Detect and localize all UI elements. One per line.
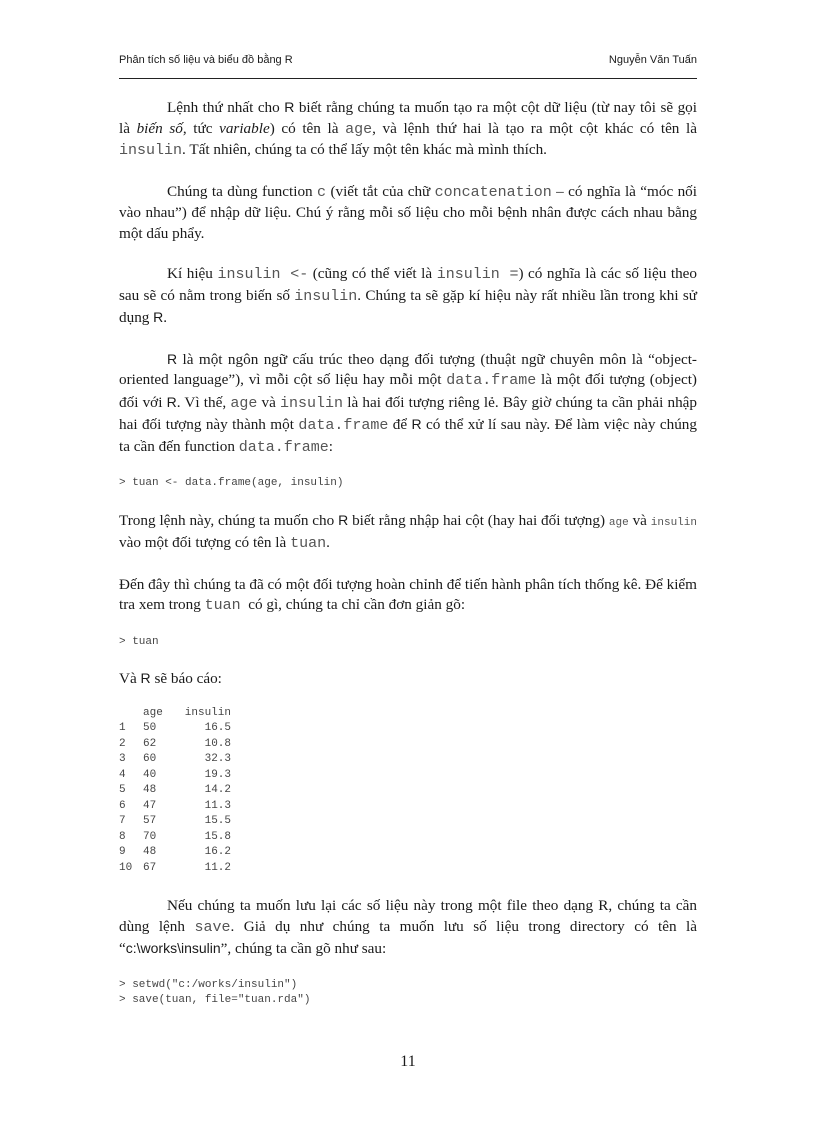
text: . bbox=[326, 534, 330, 551]
directory-path: c:\works\insulin bbox=[125, 940, 221, 956]
text: – có nghĩa là “móc nối vào nhau”) để nhập dữ liệu. Chú ý rằng mỗi số liệu cho mỗi bệnh nhân được cách nhau bằng một dấu phẩy. bbox=[119, 182, 697, 242]
inline-code: insulin = bbox=[436, 266, 519, 283]
column-header bbox=[119, 706, 143, 722]
table-cell: 60 bbox=[143, 753, 157, 765]
text: (cũng có thể viết là bbox=[308, 265, 437, 282]
table-cell: 3 bbox=[119, 753, 126, 765]
code-block-save: > setwd("c:/works/insulin") > save(tuan, file="tuan.rda") bbox=[119, 978, 311, 1006]
column-header: age bbox=[143, 706, 163, 719]
text: , và lệnh thứ hai là tạo ra một cột khác có tên là bbox=[372, 119, 697, 137]
table-row bbox=[119, 768, 231, 784]
paragraph-2 bbox=[119, 182, 697, 245]
inline-code: age bbox=[345, 120, 373, 138]
inline-code: insulin bbox=[119, 142, 183, 159]
text: . Chúng ta sẽ gặp kí hiệu này rất nhiều lần trong khi sử dụng bbox=[119, 286, 698, 326]
text: ) có nghĩa là các số liệu theo sau sẽ có nằm trong biến số bbox=[119, 265, 698, 304]
table-cell: 14.2 bbox=[204, 784, 231, 796]
text: Lệnh thứ nhất cho bbox=[167, 99, 285, 116]
text: Trong lệnh này, chúng ta muốn cho bbox=[119, 511, 339, 529]
paragraph-1 bbox=[119, 97, 697, 162]
inline-code: tuan bbox=[204, 597, 241, 614]
table-row bbox=[119, 799, 231, 815]
table-cell: 10.8 bbox=[204, 737, 231, 750]
table-body bbox=[119, 721, 231, 876]
table-cell: 5 bbox=[119, 784, 126, 796]
page-body bbox=[119, 97, 697, 1009]
text: . Tất nhiên, chúng ta có thể lấy một tên khác mà mình thích. bbox=[182, 141, 547, 158]
table-cell: 1 bbox=[119, 722, 126, 734]
table-cell: 19.3 bbox=[204, 768, 231, 781]
inline-code: concatenation bbox=[434, 183, 552, 201]
table-cell: 50 bbox=[143, 722, 157, 734]
inline-code: save bbox=[194, 918, 231, 936]
r-name: R bbox=[166, 393, 177, 410]
text: là hai đối tượng riêng lẻ. Bây giờ chúng ta cần phải nhập hai đối tượng này thành một bbox=[119, 393, 697, 433]
column-header: insulin bbox=[184, 706, 231, 719]
text: biết rằng chúng ta muốn tạo ra một cột dữ liệu (từ nay tôi sẽ gọi là bbox=[119, 99, 697, 137]
text: (viết tắt của chữ bbox=[326, 182, 435, 200]
table-row bbox=[119, 737, 231, 753]
r-name: R bbox=[284, 99, 295, 115]
paragraph-4 bbox=[119, 349, 697, 459]
code-block-tuan: > tuan bbox=[119, 635, 159, 648]
r-name: R bbox=[338, 511, 349, 528]
table-cell: 67 bbox=[143, 861, 157, 874]
r-name: R bbox=[167, 350, 178, 367]
inline-code: tuan bbox=[290, 535, 327, 552]
table-row bbox=[119, 830, 231, 846]
text: sẽ báo cáo: bbox=[150, 670, 222, 687]
table-cell: 16.2 bbox=[204, 846, 231, 858]
inline-code: insulin bbox=[280, 394, 344, 412]
inline-code: insulin <- bbox=[217, 266, 309, 283]
table-cell: 10 bbox=[119, 861, 133, 874]
text: . Vì thế, bbox=[176, 393, 231, 411]
text: là một ngôn ngữ cấu trúc theo dạng đối tượng (thuật ngữ chuyên môn là “object-oriented language”), vì mỗi cột số liệu hay mỗi một bbox=[119, 350, 697, 388]
text: . Giả dụ như chúng ta muốn lưu số liệu trong directory có tên là “ bbox=[119, 917, 697, 957]
inline-code: data.frame bbox=[298, 417, 389, 434]
text: biết rằng nhập hai cột (hay hai đối tượng) bbox=[348, 511, 609, 529]
table-header-row bbox=[119, 706, 231, 722]
text: có gì, chúng ta chỉ cần đơn giản gõ: bbox=[240, 596, 466, 613]
table-cell: 11.3 bbox=[204, 799, 231, 812]
text: Và bbox=[119, 670, 141, 687]
table-cell: 16.5 bbox=[204, 722, 231, 734]
paragraph-5 bbox=[119, 510, 697, 555]
paragraph-7 bbox=[119, 668, 697, 690]
page-header bbox=[119, 50, 697, 79]
r-name: R bbox=[153, 309, 164, 325]
text: và bbox=[628, 511, 651, 529]
table-cell: 57 bbox=[143, 815, 157, 827]
text: : bbox=[328, 437, 334, 455]
table-cell: 32.3 bbox=[204, 753, 231, 765]
table-cell: 48 bbox=[143, 784, 157, 796]
text: để bbox=[388, 416, 412, 433]
header-author: Nguyễn Văn Tuấn bbox=[608, 54, 697, 66]
emphasis: variable bbox=[219, 119, 270, 137]
text: có thể xử lí sau này. Để làm việc này chúng ta cần đến function bbox=[119, 416, 697, 455]
table-cell: 62 bbox=[143, 737, 157, 750]
table-cell: 70 bbox=[143, 830, 157, 843]
table-cell: 15.5 bbox=[204, 815, 231, 827]
r-name: R bbox=[140, 670, 151, 686]
table-cell: 4 bbox=[119, 768, 126, 781]
text: Kí hiệu bbox=[167, 265, 218, 282]
text: Nếu chúng ta muốn lưu lại các số liệu này trong một file theo dạng R, chúng ta cần dùng lệnh bbox=[119, 897, 697, 935]
header-title: Phân tích số liệu và biểu đồ bằng R bbox=[119, 54, 293, 66]
text: Đến đây thì chúng ta đã có một đối tượng hoàn chỉnh để tiến hành phân tích thống kê. Để kiểm tra xem trong bbox=[119, 575, 697, 613]
table-row bbox=[119, 861, 231, 877]
table-cell: 7 bbox=[119, 815, 126, 827]
inline-code: insulin bbox=[650, 516, 697, 529]
r-name: R bbox=[411, 416, 422, 432]
text: . bbox=[163, 309, 168, 326]
table-row bbox=[119, 721, 231, 737]
inline-code: data.frame bbox=[446, 372, 537, 389]
text: vào một đối tượng có tên là bbox=[119, 534, 291, 551]
table-cell: 48 bbox=[143, 846, 157, 858]
table-cell: 40 bbox=[143, 768, 157, 781]
table-cell: 2 bbox=[119, 737, 126, 750]
table-cell: 15.8 bbox=[204, 830, 231, 843]
emphasis: biến số bbox=[136, 119, 183, 137]
paragraph-6 bbox=[119, 575, 697, 617]
table-row bbox=[119, 783, 231, 799]
page-number: 11 bbox=[400, 1053, 416, 1070]
table-cell: 9 bbox=[119, 846, 126, 858]
table-row bbox=[119, 814, 231, 830]
inline-code: insulin bbox=[294, 287, 358, 305]
paragraph-3 bbox=[119, 264, 697, 329]
paragraph-8 bbox=[119, 896, 697, 960]
code-block-dataframe: > tuan <- data.frame(age, insulin) bbox=[119, 477, 344, 489]
table-cell: 47 bbox=[143, 799, 157, 812]
text: là một đối tượng (object) đối với bbox=[119, 371, 697, 411]
table-cell: 6 bbox=[119, 799, 126, 812]
table-cell: 8 bbox=[119, 830, 126, 843]
text: ”, chúng ta cần gõ như sau: bbox=[220, 940, 387, 957]
text: ) có tên là bbox=[269, 119, 346, 137]
text: , tức bbox=[182, 119, 220, 137]
table-cell: 11.2 bbox=[204, 861, 231, 874]
table-row bbox=[119, 752, 231, 768]
inline-code: data.frame bbox=[238, 438, 329, 456]
r-output-table bbox=[119, 706, 231, 877]
inline-code: age bbox=[230, 394, 258, 412]
table-row bbox=[119, 845, 231, 861]
text: và bbox=[257, 393, 281, 411]
text: Chúng ta dùng function bbox=[167, 182, 318, 200]
inline-code: age bbox=[608, 516, 629, 529]
inline-code: c bbox=[317, 183, 327, 201]
